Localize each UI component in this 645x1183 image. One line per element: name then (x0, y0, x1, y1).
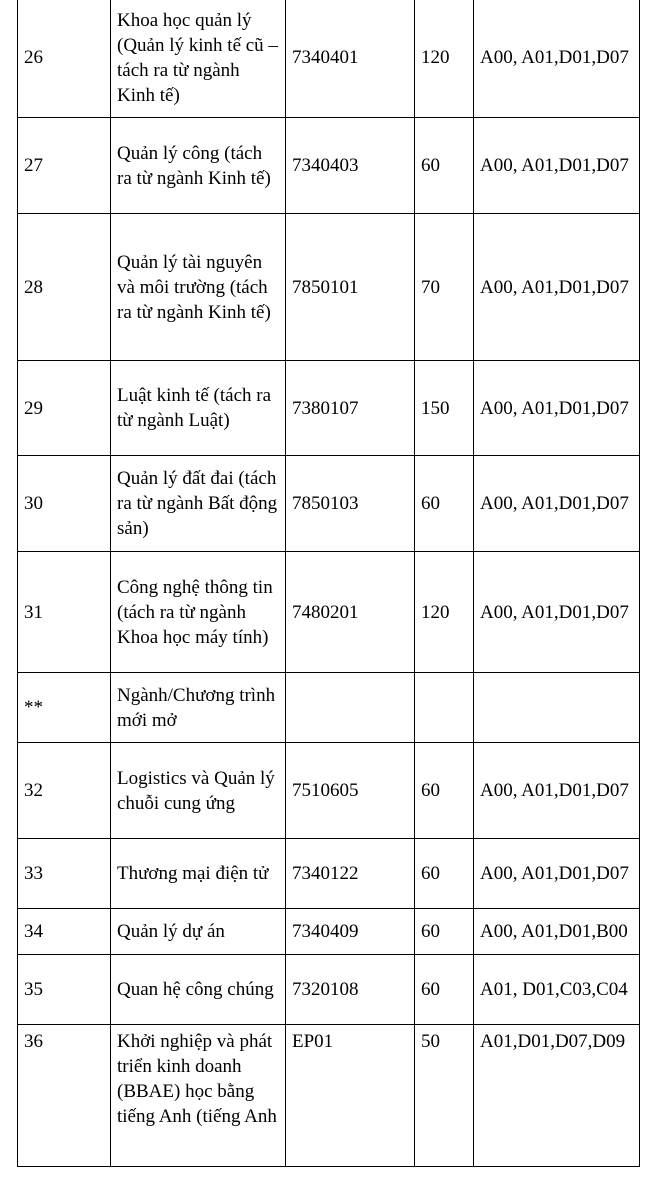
major-code: EP01 (286, 1025, 415, 1167)
major-name: Khoa học quản lý (Quản lý kinh tế cũ – tách ra từ ngành Kinh tế) (111, 0, 286, 118)
table-row (18, 909, 640, 955)
subject-blocks: A01,D01,D07,D09 (474, 1025, 640, 1167)
major-name: Thương mại điện tử (111, 839, 286, 909)
subject-blocks: A00, A01,D01,B00 (474, 909, 640, 955)
major-code: 7510605 (286, 743, 415, 839)
quota: 150 (415, 361, 474, 456)
row-number: 31 (18, 552, 111, 673)
major-code: 7480201 (286, 552, 415, 673)
major-code: 7340409 (286, 909, 415, 955)
major-name: Quản lý đất đai (tách ra từ ngành Bất động sản) (111, 456, 286, 552)
row-number: 34 (18, 909, 111, 955)
subject-blocks: A00, A01,D01,D07 (474, 0, 640, 118)
subject-blocks: A01, D01,C03,C04 (474, 955, 640, 1025)
subject-blocks: A00, A01,D01,D07 (474, 118, 640, 214)
subject-blocks: A00, A01,D01,D07 (474, 743, 640, 839)
major-code: 7850103 (286, 456, 415, 552)
section-title: Ngành/Chương trình mới mở (111, 673, 286, 743)
quota: 70 (415, 214, 474, 361)
quota: 120 (415, 0, 474, 118)
row-number: ** (18, 673, 111, 743)
major-name: Logistics và Quản lý chuỗi cung ứng (111, 743, 286, 839)
subject-blocks: A00, A01,D01,D07 (474, 456, 640, 552)
table-row (18, 955, 640, 1025)
table-row (18, 1025, 640, 1167)
subject-blocks: A00, A01,D01,D07 (474, 552, 640, 673)
quota: 50 (415, 1025, 474, 1167)
table-row (18, 552, 640, 673)
subject-blocks (474, 673, 640, 743)
row-number: 30 (18, 456, 111, 552)
row-number: 26 (18, 0, 111, 118)
major-name: Quan hệ công chúng (111, 955, 286, 1025)
major-code: 7850101 (286, 214, 415, 361)
quota: 60 (415, 118, 474, 214)
section-row (18, 673, 640, 743)
table-row (18, 839, 640, 909)
table-row (18, 361, 640, 456)
major-code: 7340122 (286, 839, 415, 909)
major-code: 7340401 (286, 0, 415, 118)
major-code: 7380107 (286, 361, 415, 456)
major-name: Quản lý dự án (111, 909, 286, 955)
major-code: 7320108 (286, 955, 415, 1025)
subject-blocks: A00, A01,D01,D07 (474, 361, 640, 456)
quota: 60 (415, 839, 474, 909)
major-name: Quản lý tài nguyên và môi trường (tách ra từ ngành Kinh tế) (111, 214, 286, 361)
subject-blocks: A00, A01,D01,D07 (474, 839, 640, 909)
quota: 60 (415, 955, 474, 1025)
quota (415, 673, 474, 743)
table-row (18, 118, 640, 214)
row-number: 28 (18, 214, 111, 361)
row-number: 27 (18, 118, 111, 214)
major-name: Khởi nghiệp và phát triển kinh doanh (BBAE) học bằng tiếng Anh (tiếng Anh (111, 1025, 286, 1167)
row-number: 32 (18, 743, 111, 839)
major-code (286, 673, 415, 743)
quota: 60 (415, 909, 474, 955)
subject-blocks: A00, A01,D01,D07 (474, 214, 640, 361)
table-row (18, 743, 640, 839)
quota: 60 (415, 456, 474, 552)
table-row (18, 0, 640, 118)
row-number: 33 (18, 839, 111, 909)
major-name: Công nghệ thông tin (tách ra từ ngành Khoa học máy tính) (111, 552, 286, 673)
admissions-table (17, 0, 640, 1167)
major-code: 7340403 (286, 118, 415, 214)
quota: 60 (415, 743, 474, 839)
row-number: 36 (18, 1025, 111, 1167)
quota: 120 (415, 552, 474, 673)
row-number: 35 (18, 955, 111, 1025)
table-row (18, 214, 640, 361)
major-name: Luật kinh tế (tách ra từ ngành Luật) (111, 361, 286, 456)
row-number: 29 (18, 361, 111, 456)
table-row (18, 456, 640, 552)
major-name: Quản lý công (tách ra từ ngành Kinh tế) (111, 118, 286, 214)
